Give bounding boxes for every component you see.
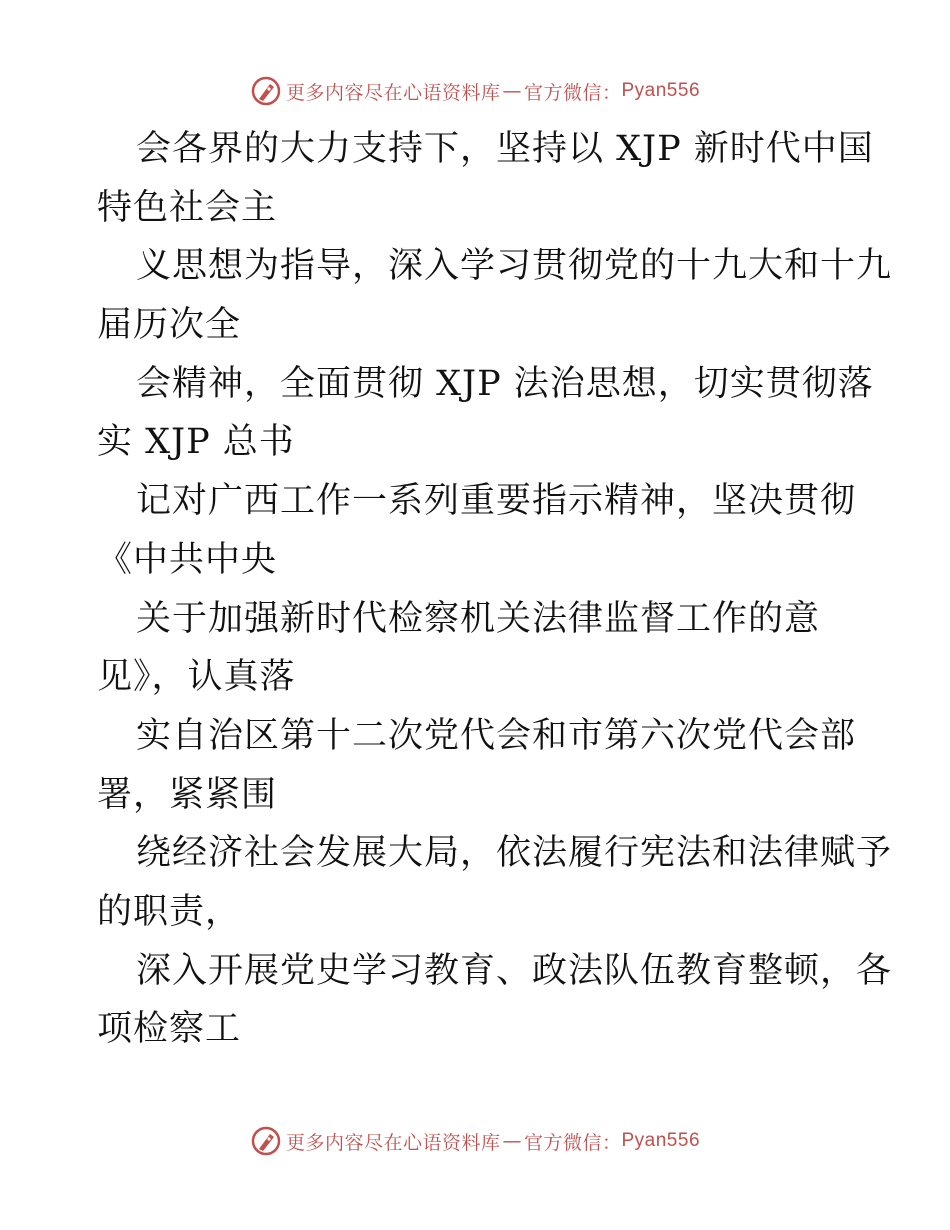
body-line: 《中共中央 [97, 539, 278, 580]
body-line: 会精神，全面贯彻 XJP 法治思想，切实贯彻落 [136, 363, 874, 404]
watermark-suffix: 官方微信： [523, 81, 622, 104]
footer-watermark [0, 1121, 950, 1161]
body-line: 项检察工 [97, 1009, 242, 1050]
body-line: 见》，认真落 [97, 657, 296, 698]
watermark-suffix: 官方微信： [523, 1131, 622, 1154]
watermark-separator: — [502, 1130, 522, 1152]
watermark-wechat-id: Pyan556 [621, 1130, 701, 1151]
watermark-text: 更多内容尽在心语资料库 [285, 1131, 501, 1154]
document-body [97, 120, 897, 1059]
body-line: 深入开展党史学习教育、政法队伍教育整顿，各 [136, 950, 893, 991]
pen-nib-icon [250, 75, 282, 107]
body-line: 义思想为指导，深入学习贯彻党的十九大和十九 [136, 246, 893, 287]
body-line: 的职责， [97, 891, 242, 932]
header-watermark [0, 71, 950, 111]
body-line: 署，紧紧围 [97, 774, 278, 815]
pen-nib-icon [250, 1125, 282, 1157]
body-line: 会各界的大力支持下，坚持以 XJP 新时代中国 [136, 129, 874, 169]
body-line: 关于加强新时代检察机关法律监督工作的意 [136, 598, 821, 639]
body-line: 特色社会主 [97, 187, 278, 228]
watermark-wechat-id: Pyan556 [621, 80, 701, 101]
watermark-separator: — [502, 80, 522, 102]
body-line: 绕经济社会发展大局，依法履行宪法和法律赋予 [136, 833, 893, 874]
body-line: 实自治区第十二次党代会和市第六次党代会部 [136, 715, 857, 756]
watermark-text: 更多内容尽在心语资料库 [285, 81, 501, 104]
body-line: 实 XJP 总书 [97, 422, 295, 463]
body-line: 届历次全 [97, 305, 242, 346]
body-line: 记对广西工作一系列重要指示精神，坚决贯彻 [136, 481, 857, 522]
